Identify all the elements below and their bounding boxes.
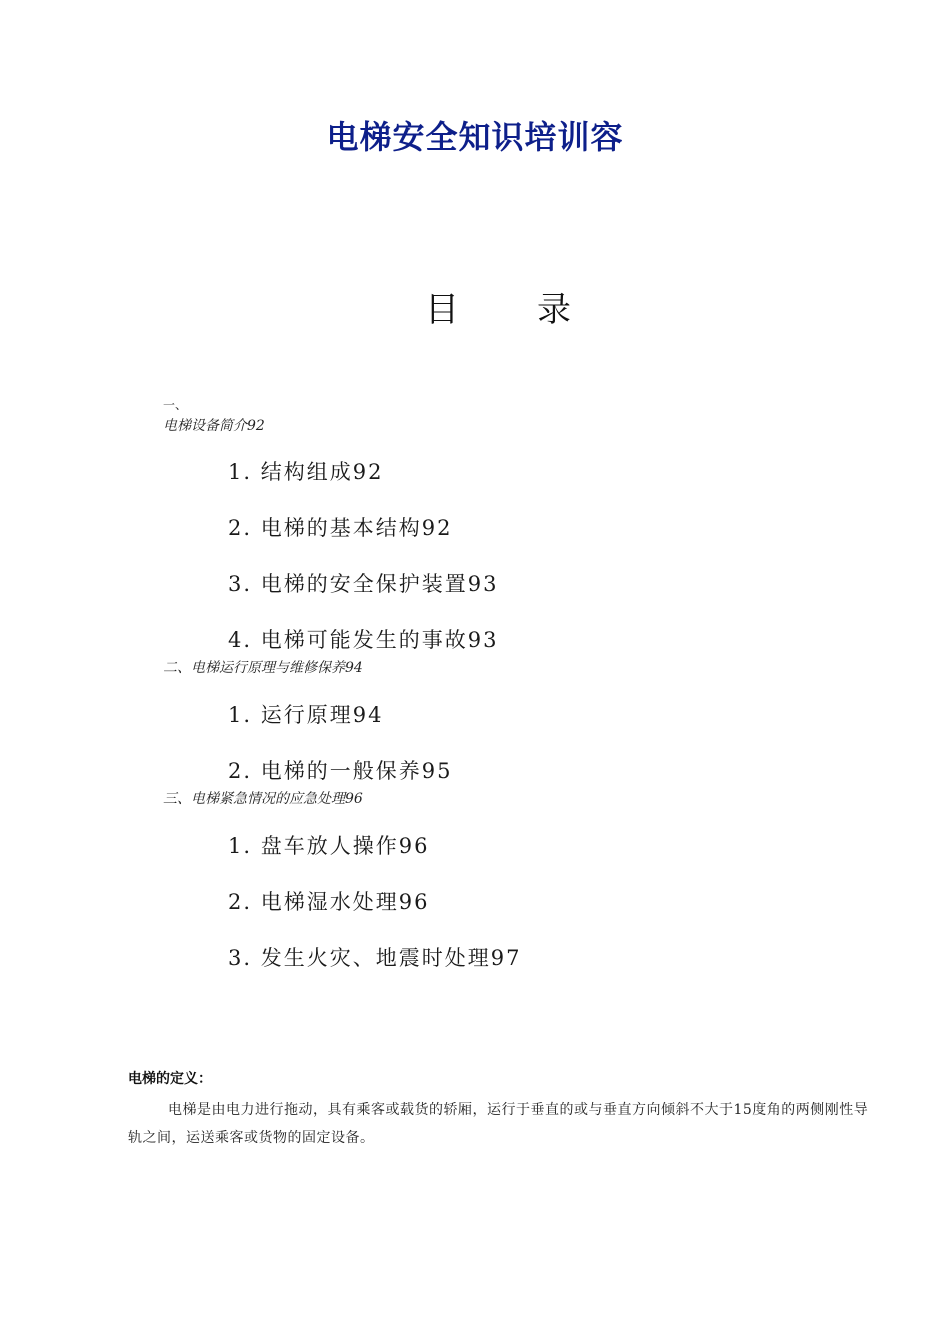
- toc-heading: [425, 282, 595, 330]
- definition-body: 电梯是由电力进行拖动，具有乘客或载货的轿厢，运行于垂直的或与垂直方向倾斜不大于15度角的两侧刚性导轨之间，运送乘客或货物的固定设备。: [128, 1102, 869, 1146]
- toc-section-2[interactable]: 二、电梯运行原理与维修保养94: [163, 660, 363, 676]
- toc-item-1-2[interactable]: 2. 电梯的基本结构92: [228, 516, 453, 540]
- toc-heading-char-1: 目: [425, 290, 459, 330]
- document-title: 电梯安全知识培训容: [326, 118, 624, 156]
- toc-section-1-mark: 一、: [163, 398, 188, 412]
- toc-item-3-2[interactable]: 2. 电梯湿水处理96: [228, 890, 430, 914]
- toc-heading-char-2: 录: [537, 290, 571, 330]
- toc-section-3[interactable]: 三、电梯紧急情况的应急处理96: [163, 791, 363, 807]
- toc-item-1-1[interactable]: 1. 结构组成92: [228, 460, 384, 484]
- toc-item-3-3[interactable]: 3. 发生火灾、地震时处理97: [228, 946, 522, 970]
- toc-item-2-2[interactable]: 2. 电梯的一般保养95: [228, 759, 453, 783]
- toc-section-1[interactable]: 电梯设备简介92: [163, 418, 265, 434]
- toc-item-1-4[interactable]: 4. 电梯可能发生的事故93: [228, 628, 499, 652]
- toc-item-1-3[interactable]: 3. 电梯的安全保护装置93: [228, 572, 499, 596]
- definition-title: 电梯的定义：: [128, 1071, 212, 1087]
- toc-item-3-1[interactable]: 1. 盘车放人操作96: [228, 834, 430, 858]
- toc-item-2-1[interactable]: 1. 运行原理94: [228, 703, 384, 727]
